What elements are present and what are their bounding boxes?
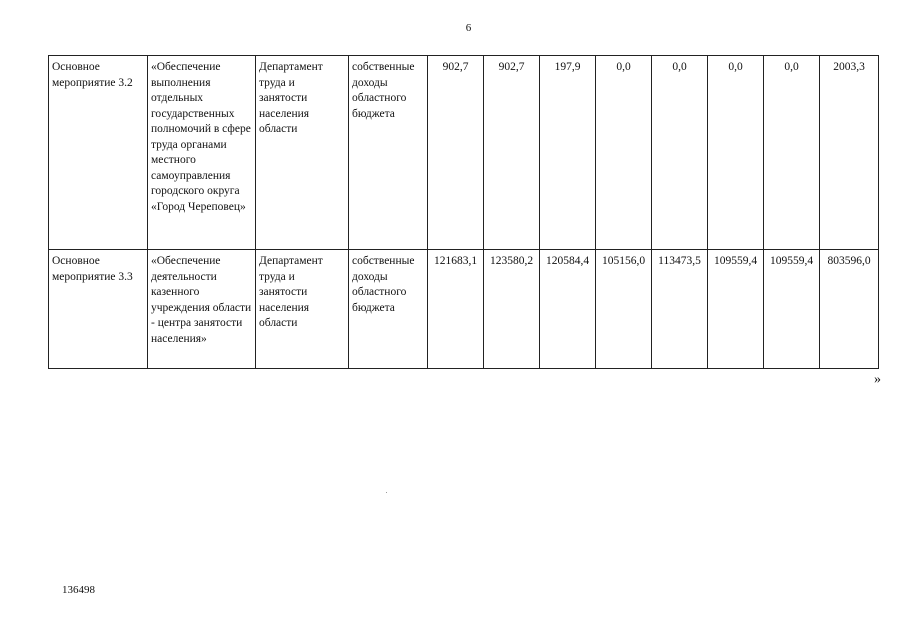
measure-cell: Основное мероприятие 3.3 [49,250,148,369]
table-row [49,56,879,250]
table-row [49,250,879,369]
value-cell: 902,7 [428,56,484,250]
funding-source-cell: собственные доходы областного бюджета [349,250,428,369]
total-cell: 803596,0 [820,250,879,369]
executor-cell: Департамент труда и занятости населения области [256,56,349,250]
value-cell: 121683,1 [428,250,484,369]
document-code: 136498 [62,584,95,596]
funding-source-cell: собственные доходы областного бюджета [349,56,428,250]
value-cell: 113473,5 [652,250,708,369]
value-cell: 120584,4 [540,250,596,369]
total-cell: 2003,3 [820,56,879,250]
description-cell: «Обеспечение выполнения отдельных государственных полномочий в сфере труда органами местного самоуправления городского округа «Город Череповец» [148,56,256,250]
budget-table [48,55,879,369]
description-cell: «Обеспечение деятельности казенного учреждения области - центра занятости населения» [148,250,256,369]
value-cell: 0,0 [764,56,820,250]
measure-cell: Основное мероприятие 3.2 [49,56,148,250]
page-number: 6 [465,22,472,34]
value-cell: 109559,4 [764,250,820,369]
value-cell: 0,0 [708,56,764,250]
value-cell: 197,9 [540,56,596,250]
value-cell: 0,0 [652,56,708,250]
executor-cell: Департамент труда и занятости населения области [256,250,349,369]
value-cell: 105156,0 [596,250,652,369]
value-cell: 0,0 [596,56,652,250]
value-cell: 109559,4 [708,250,764,369]
closing-quote-mark: » [874,372,881,387]
scan-speck [386,492,387,493]
value-cell: 123580,2 [484,250,540,369]
value-cell: 902,7 [484,56,540,250]
